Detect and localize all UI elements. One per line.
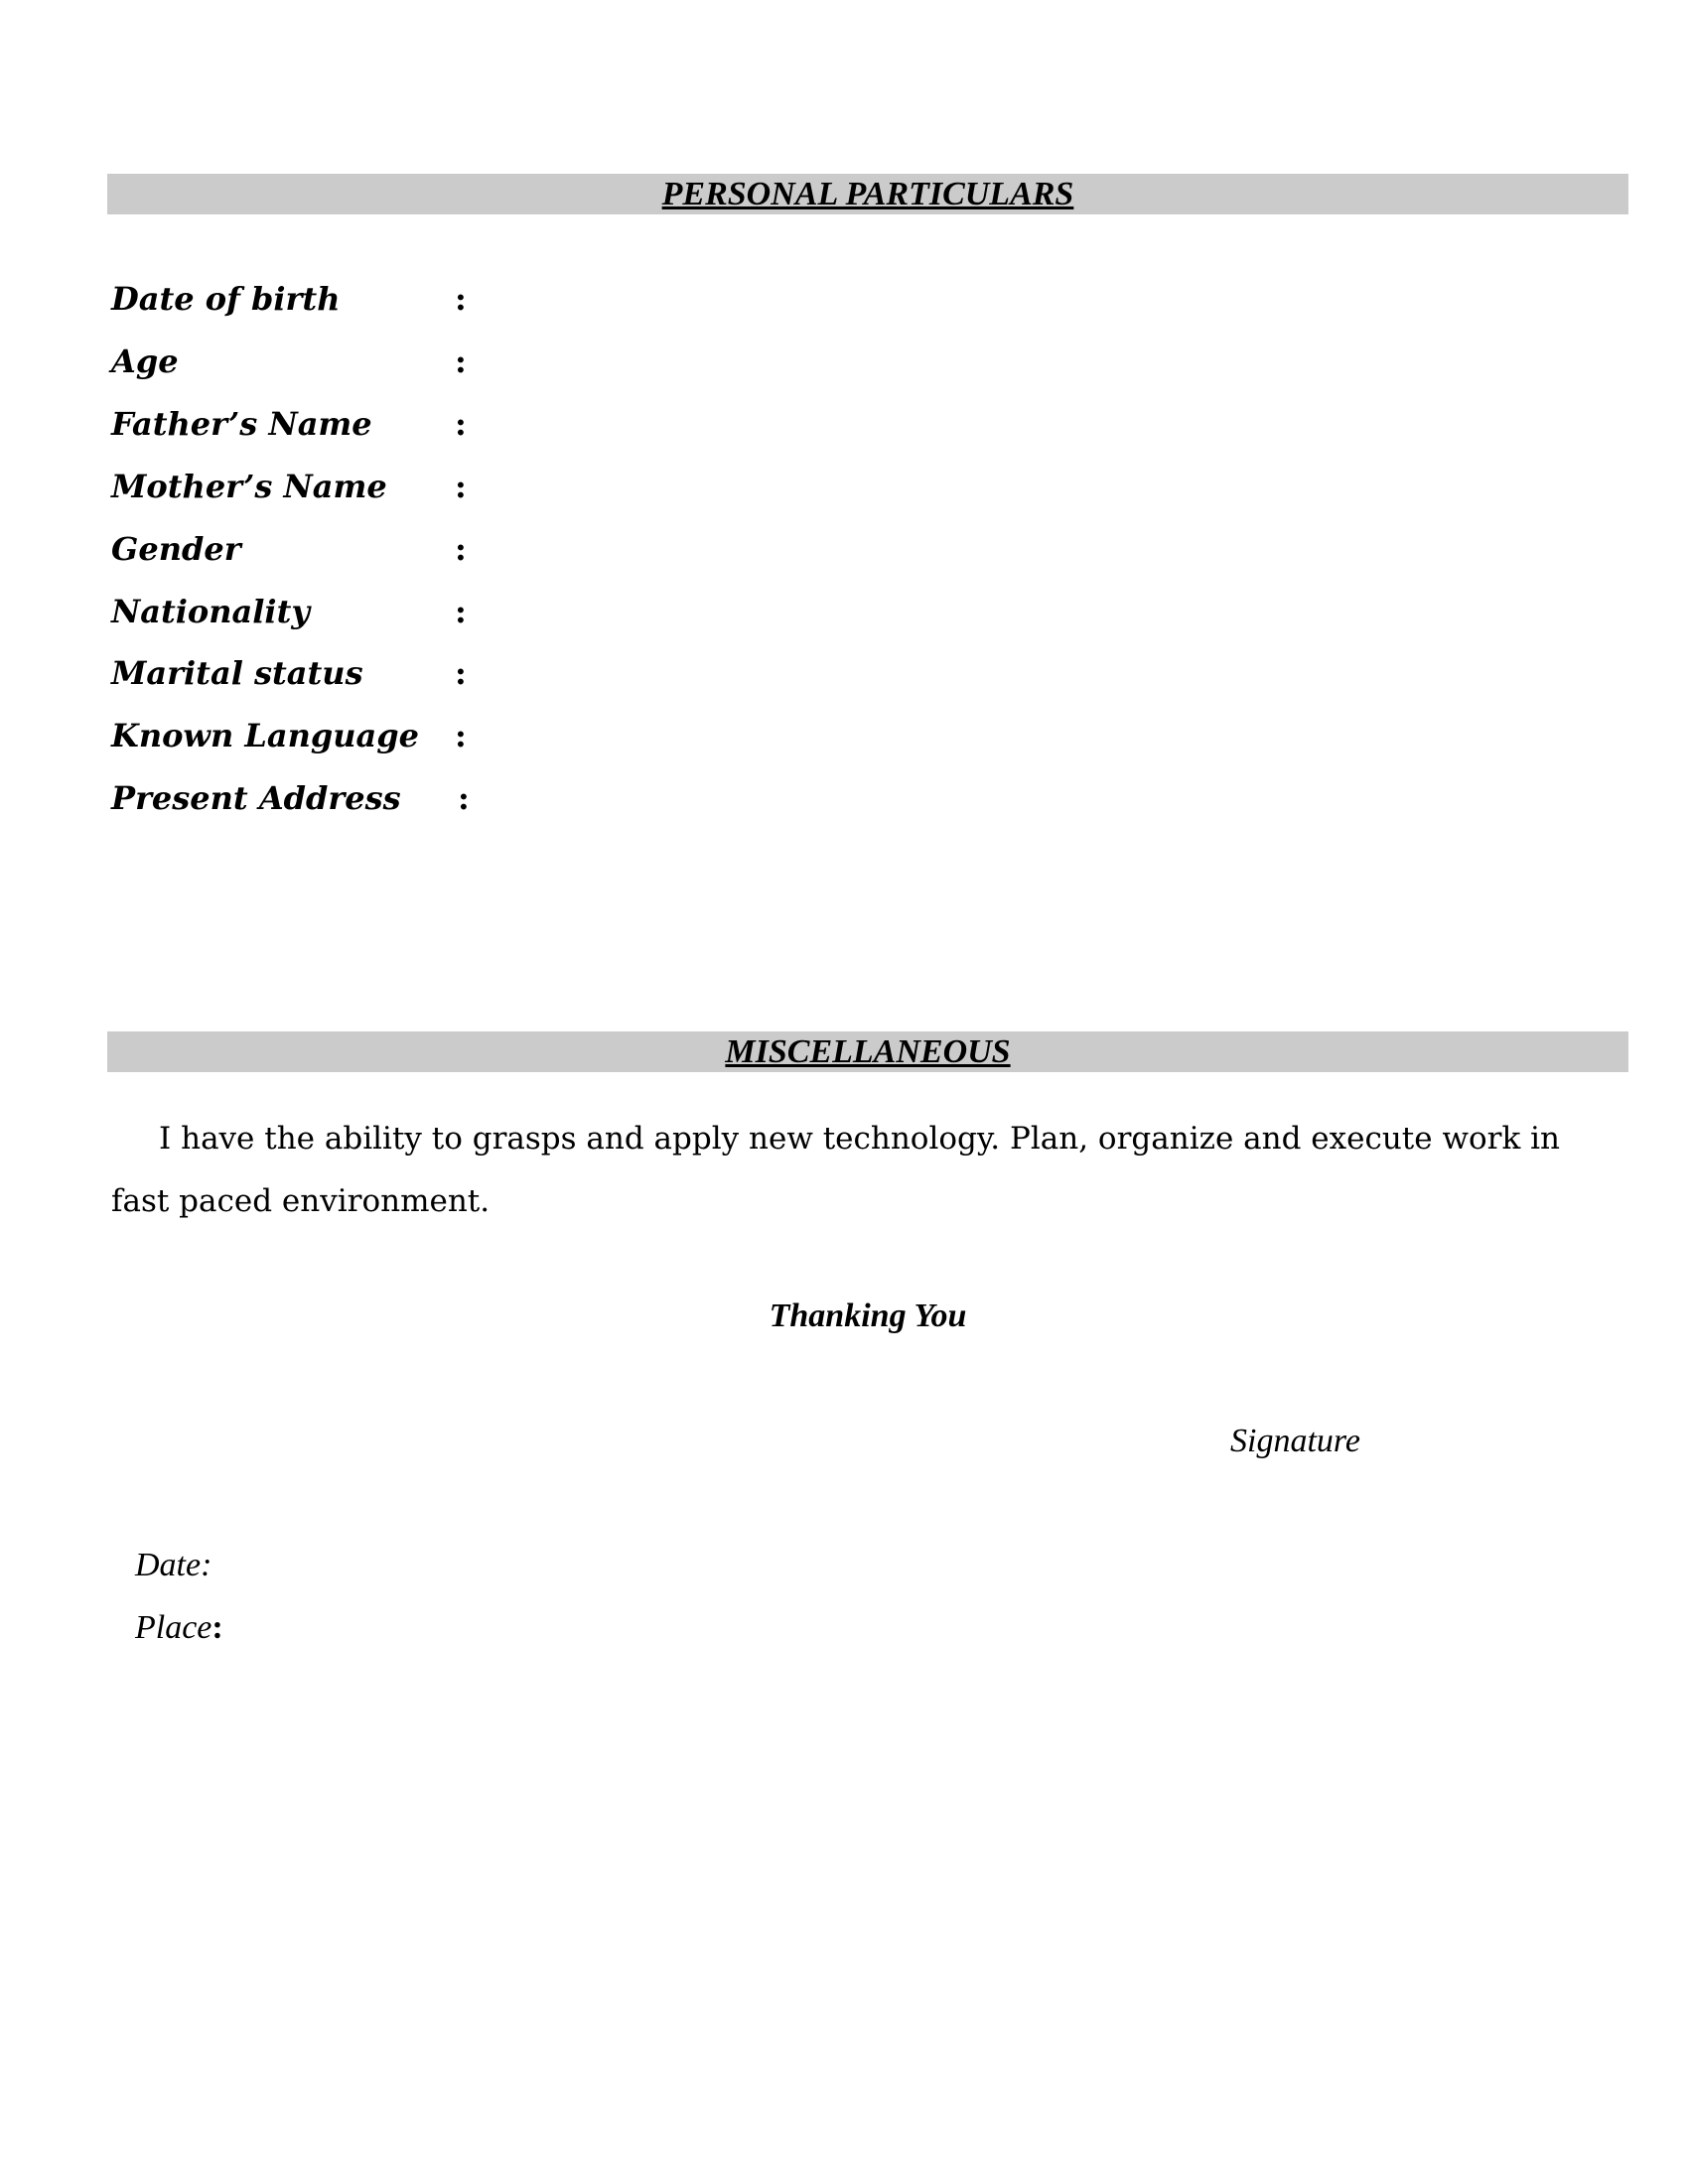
place-colon: : [211,1609,223,1646]
field-colon: : [455,717,467,754]
place-line [135,1609,223,1647]
personal-particulars-header [107,174,1628,214]
field-nationality [111,587,806,636]
field-label: Marital status [111,654,363,692]
field-age [111,337,806,386]
field-date-of-birth [111,274,806,324]
date-label: Date: [135,1547,212,1583]
field-colon: : [458,779,470,817]
field-colon: : [455,342,467,380]
field-colon: : [455,530,467,568]
miscellaneous-text: I have the ability to grasps and apply new technology. Plan, organize and execute work in fast paced environment. [111,1121,1560,1219]
field-colon: : [455,280,467,318]
field-colon: : [455,468,467,505]
field-label: Nationality [111,593,310,630]
miscellaneous-title: MISCELLANEOUS [725,1033,1011,1070]
field-label: Known Language [111,717,419,754]
place-label: Place [135,1609,212,1646]
field-gender [111,524,806,574]
field-label: Date of birth [111,280,341,318]
date-line [135,1547,211,1584]
field-known-language [111,711,806,760]
signature-label: Signature [1230,1423,1360,1459]
field-colon: : [455,405,467,443]
field-fathers-name [111,399,806,449]
field-colon: : [455,593,467,630]
field-present-address [111,773,806,823]
field-label: Father’s Name [111,405,372,443]
thanking-you: Thanking You [769,1297,967,1334]
field-label: Mother’s Name [111,468,387,505]
field-marital-status [111,648,806,698]
field-label: Present Address [111,779,401,817]
miscellaneous-header [107,1031,1628,1072]
personal-particulars-title: PERSONAL PARTICULARS [661,176,1074,212]
field-mothers-name [111,462,806,511]
field-colon: : [455,654,467,692]
field-label: Age [111,342,179,380]
field-label: Gender [111,530,241,568]
